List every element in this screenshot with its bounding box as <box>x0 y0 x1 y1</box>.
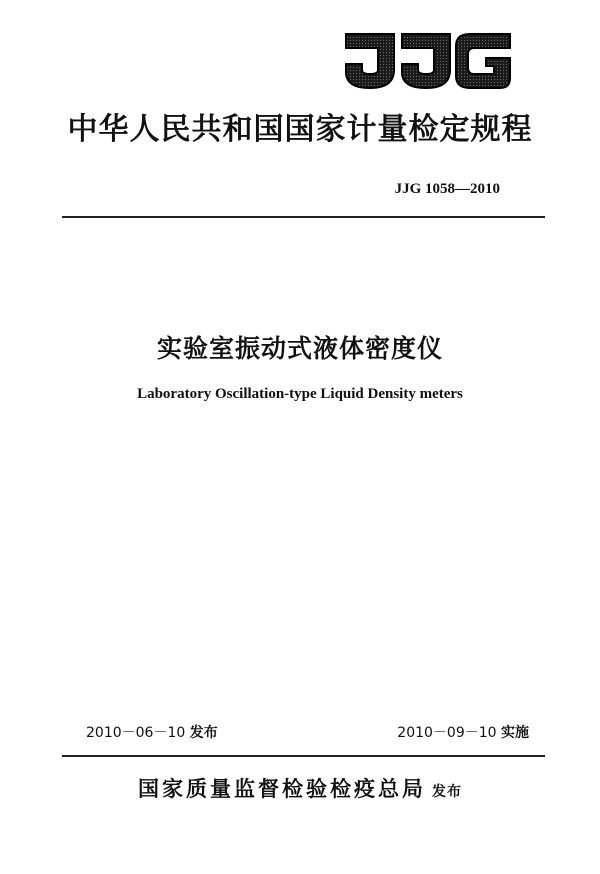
jjg-logo <box>340 30 518 92</box>
issue-date <box>86 725 218 742</box>
top-divider <box>62 216 545 218</box>
effective-date-label: 实施 <box>501 725 529 741</box>
document-title-chinese: 实验室振动式液体密度仪 <box>156 334 443 363</box>
effective-date-value: 2010－09－10 <box>397 725 497 741</box>
regulation-series-title: 中华人民共和国国家计量检定规程 <box>67 112 533 147</box>
publisher-name: 国家质量监督检验检疫总局 <box>138 777 426 801</box>
publisher <box>0 777 600 802</box>
standard-number: JJG 1058—2010 <box>394 181 500 197</box>
bottom-divider <box>62 755 545 757</box>
issue-date-value: 2010－06－10 <box>86 725 186 741</box>
effective-date <box>397 725 529 742</box>
document-title-english: Laboratory Oscillation-type Liquid Density meters <box>137 386 463 402</box>
issue-date-label: 发布 <box>189 725 218 741</box>
publisher-suffix: 发布 <box>432 784 462 800</box>
jjg-logo-mark <box>340 30 518 92</box>
